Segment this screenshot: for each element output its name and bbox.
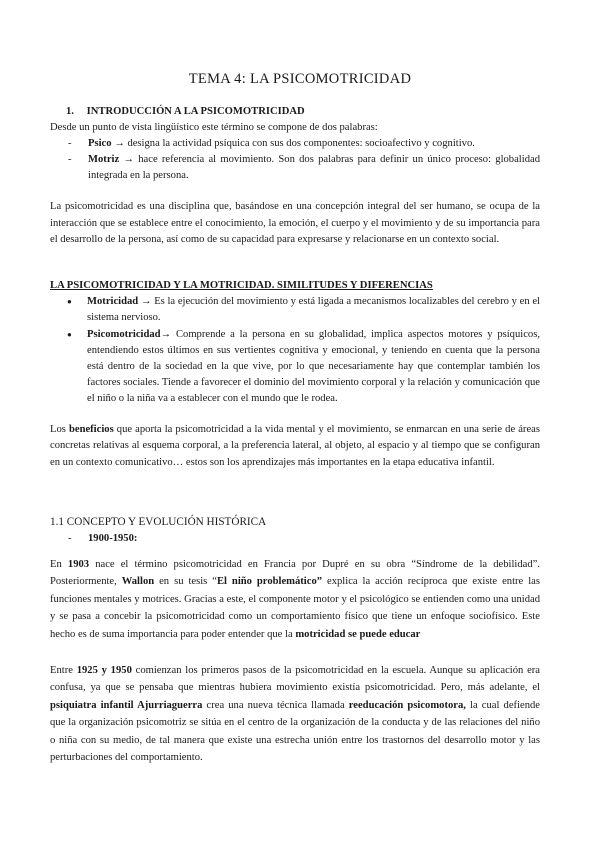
period-label: 1900-1950: xyxy=(88,533,138,544)
author-ajurriaguerra: psiquiatra infantil Ajurriaguerra xyxy=(50,699,203,711)
bullet-term: Psicomotricidad→ xyxy=(87,329,172,340)
text-run: en su tesis “ xyxy=(154,576,217,588)
benefits-paragraph xyxy=(50,422,540,471)
text-run: nace el término psicomotricidad en Francia por Dupré en su obra “Síndrome de la debilidad”. Posteriormente, xyxy=(50,559,540,588)
section-2-heading: LA PSICOMOTRICIDAD Y LA MOTRICIDAD. SIMILITUDES Y DIFERENCIAS xyxy=(50,280,433,291)
section-1-title: INTRODUCCIÓN A LA PSICOMOTRICIDAD xyxy=(86,106,305,117)
year-1903: 1903 xyxy=(67,559,90,570)
technique-name: reeducación psicomotora, xyxy=(348,699,466,711)
list-item-text: → hace referencia al movimiento. Son dos palabras para definir un único proceso: globalidad integrada en la persona. xyxy=(88,154,540,181)
section-3-heading: 1.1 CONCEPTO Y EVOLUCIÓN HISTÓRICA xyxy=(50,516,267,528)
dash-marker: - xyxy=(68,154,72,165)
text-run: la cual defiende que la organización psicomotriz se sitúa en el centro de la organización de la conducta y de las relaciones del niño o niña con su medio, de tal manera que existe una estrecha unión entre los trastornos del desarrollo motor y las perturbaciones del comportamiento. xyxy=(50,699,541,764)
bullet-text: → Es la ejecución del movimiento y está ligada a mecanismos localizables del cerebro y en el sistema nervioso. xyxy=(87,296,540,323)
key-conclusion: motricidad se puede educar xyxy=(295,628,421,640)
bullet-item xyxy=(67,327,540,407)
dash-marker: - xyxy=(68,533,72,544)
year-range: 1925 y 1950 xyxy=(76,665,132,676)
list-item-term: Motriz xyxy=(88,154,120,165)
intro-paragraph: La psicomotricidad es una disciplina que, basándose en una concepción integral del ser humano, se ocupa de la interacción que se establece entre el conocimiento, la emoción, el cuerpo y el movimiento y de su importancia para el desarrollo de la persona, así como de su capacidad para expresarse y relacionarse en un contexto social. xyxy=(50,201,540,246)
thesis-title: El niño problemático” xyxy=(216,576,323,588)
author-wallon: Wallon xyxy=(121,576,155,588)
bullet-text: Comprende a la persona en su globalidad, implica aspectos motores y psíquicos, entendiendo estos últimos en sus vertientes cognitiva y emocional, y teniendo en cuenta que la persona está dentro de la sociedad en la que vive, por lo que necesariamente hay que contemplar también los factores sociales. Tiende a favorecer el dominio del movimiento corporal y la relación y comunicación que el niño o la niña va a establecer con el mundo que le rodea. xyxy=(87,329,540,405)
bullet-item xyxy=(67,294,540,326)
benefits-pre: Los xyxy=(50,424,69,435)
list-item-term: Psico xyxy=(88,138,112,149)
page-title: TEMA 4: LA PSICOMOTRICIDAD xyxy=(188,71,412,87)
history-paragraph-2 xyxy=(50,662,540,766)
period-subheading xyxy=(68,531,388,547)
section-1-heading xyxy=(66,104,546,120)
bullet-marker: ● xyxy=(67,330,72,339)
text-run: comienzan los primeros pasos de la psicomotricidad en la escuela. Aunque su aplicación era confusa, ya que se pensaba que mientras hubiera movimiento existía psicomotricidad. Pero, más adelante, el xyxy=(50,665,541,694)
list-item xyxy=(68,152,540,184)
text-run: crea una nueva técnica llamada xyxy=(202,699,349,711)
list-item xyxy=(68,136,540,152)
section-1-number: 1. xyxy=(66,106,74,117)
bullet-marker: ● xyxy=(67,297,72,306)
dash-marker: - xyxy=(68,138,72,149)
text-run: Entre xyxy=(50,665,77,676)
benefits-term: beneficios xyxy=(68,424,114,435)
list-item-text: → designa la actividad psíquica con sus dos componentes: socioafectivo y cognitivo. xyxy=(111,138,475,149)
text-run: explica la acción recíproca que existe entre las funciones mentales y motrices. Gracias a este, el componente motor y el psicológico se entienden como una unidad y se pasa a concebir la psicomotricidad como un comportamiento físico que tiene un enfoque sociofísico. Este hecho es de suma importancia para poder entender que la xyxy=(50,576,540,640)
bullet-term: Motricidad xyxy=(87,296,139,307)
history-paragraph-1 xyxy=(50,556,540,643)
benefits-post: que aporta la psicomotricidad a la vida mental y el movimiento, se enmarcan en una serie de áreas concretas relativas al esquema corporal, a la preferencia lateral, al objeto, al espacio y al tiempo que se configuran en un contexto comunicativo… estos son los aprendizajes más importantes en la etapa educativa infantil. xyxy=(50,424,540,468)
text-run: En xyxy=(50,559,68,570)
section-1-intro: Desde un punto de vista lingüístico este término se compone de dos palabras: xyxy=(50,122,378,133)
